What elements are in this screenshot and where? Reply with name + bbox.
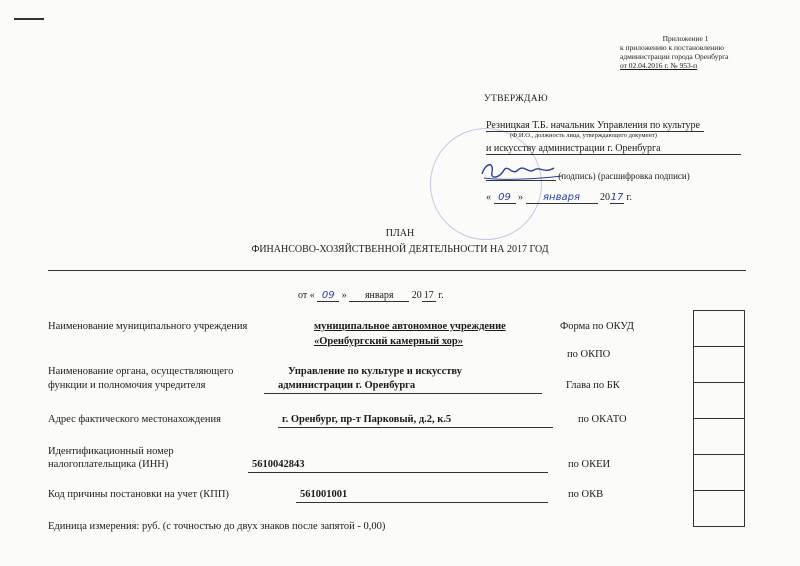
- approval-year-suffix: 17: [610, 192, 624, 203]
- approval-year-prefix: 20: [600, 192, 610, 203]
- appendix-line: администрации города Оренбурга: [620, 52, 729, 61]
- okud-label: Форма по ОКУД: [560, 321, 634, 332]
- approver-line-1: Резницкая Т.Б. начальник Управления по культуре: [486, 120, 704, 132]
- institution-value-2: «Оренбургский камерный хор»: [314, 336, 464, 347]
- okei-label: по ОКЕИ: [568, 459, 611, 470]
- plan-date-close: »: [341, 290, 347, 301]
- institution-label: Наименование муниципального учреждения: [48, 321, 248, 332]
- signature-hint: (подпись) (расшифровка подписи): [558, 171, 690, 181]
- approval-day: 09: [494, 192, 516, 204]
- kpp-value: 561001001: [300, 489, 348, 500]
- plan-date-prefix: от «: [298, 290, 315, 301]
- approval-year-g: г.: [626, 192, 632, 203]
- kpp-value-line: [296, 489, 548, 503]
- code-cell-okato: [694, 419, 744, 455]
- date-quote-close: »: [518, 192, 523, 203]
- codes-table: [693, 310, 745, 527]
- approver-line-2: и искусству администрации г. Оренбурга: [486, 143, 741, 155]
- organ-value-1: Управление по культуре и искусству: [288, 366, 462, 377]
- inn-value: 5610042843: [252, 459, 305, 470]
- corner-dash: [14, 18, 44, 20]
- organ-value-2-line: [264, 380, 542, 394]
- plan-date: [298, 290, 444, 302]
- okato-label: по ОКАТО: [578, 414, 627, 425]
- code-cell-okud: [694, 311, 744, 347]
- plan-date-g: г.: [438, 290, 444, 301]
- organ-value-2: администрации г. Оренбурга: [278, 380, 416, 391]
- appendix-line: от 02.04.2016 г. № 953-п: [620, 61, 698, 70]
- code-cell-okei: [694, 455, 744, 491]
- appendix-line: Приложение 1: [662, 34, 709, 43]
- inn-label-1: Идентификационный номер: [48, 446, 174, 457]
- address-label: Адрес фактического местонахождения: [48, 414, 221, 425]
- appendix-line: к приложению к постановлению: [620, 43, 724, 52]
- bk-label: Глава по БК: [566, 380, 620, 391]
- approval-date: [486, 192, 632, 204]
- code-cell-okpo: [694, 347, 744, 383]
- plan-date-month: января: [349, 290, 409, 302]
- kpp-label: Код причины постановки на учет (КПП): [48, 489, 229, 500]
- approver-hint: (Ф.И.О., должность лица, утверждающего документ): [510, 132, 657, 139]
- address-value: г. Оренбург, пр-т Парковый, д.2, к.5: [282, 414, 452, 425]
- date-quote-open: «: [486, 192, 491, 203]
- plan-date-year-prefix: 20: [411, 290, 422, 301]
- okv-label: по ОКВ: [568, 489, 604, 500]
- unit-text: Единица измерения: руб. (с точностью до двух знаков после запятой - 0,00): [48, 521, 386, 532]
- plan-subtitle: ФИНАНСОВО-ХОЗЯЙСТВЕННОЙ ДЕЯТЕЛЬНОСТИ НА 2017 ГОД: [251, 244, 549, 255]
- appendix-note: [620, 34, 729, 70]
- signature-line: [486, 170, 556, 181]
- plan-title: ПЛАН: [385, 228, 415, 239]
- okpo-label: по ОКПО: [567, 349, 611, 360]
- plan-date-year-suffix: 17: [423, 290, 434, 301]
- code-cell-okv: [694, 491, 744, 526]
- address-value-line: [278, 414, 553, 428]
- organ-label-1: Наименование органа, осуществляющего: [48, 366, 234, 377]
- code-cell-bk: [694, 383, 744, 419]
- section-divider: [48, 270, 746, 271]
- inn-value-line: [248, 459, 548, 473]
- institution-value-1: муниципальное автономное учреждение: [314, 321, 506, 332]
- approval-month: января: [526, 192, 598, 204]
- organ-label-2: функции и полномочия учредителя: [48, 380, 206, 391]
- signature-block: [486, 170, 690, 181]
- inn-label-2: налогоплательщика (ИНН): [48, 459, 169, 470]
- plan-date-day: 09: [317, 290, 339, 302]
- approval-heading: УТВЕРЖДАЮ: [484, 94, 548, 104]
